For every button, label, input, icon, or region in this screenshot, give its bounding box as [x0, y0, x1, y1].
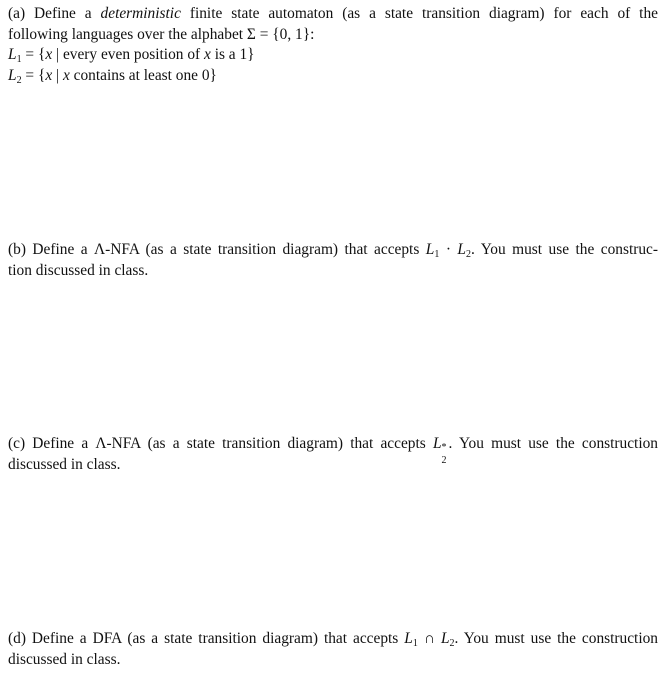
l2-def-end: contains at least one 0}: [69, 66, 217, 84]
concat-operator: ·: [439, 241, 458, 258]
part-c-l2: L: [432, 435, 442, 452]
part-a-intro-rest: finite state automaton (as a state transition diagram) for each of the: [189, 5, 658, 22]
part-d-text: (d) Define a DFA (as a state transition diagram) that accepts: [8, 630, 399, 647]
part-d-l2: L: [440, 630, 450, 647]
l2-symbol: L: [8, 66, 17, 84]
kleene-star: *: [441, 442, 447, 453]
language-l2-definition: [8, 66, 658, 87]
l1-symbol: L: [8, 46, 17, 63]
part-d-text-end: discussed in class.: [8, 650, 121, 668]
part-d-line-1: [8, 629, 658, 650]
l1-var: x: [45, 46, 53, 63]
part-b-l2: L: [457, 241, 466, 258]
part-b-text-end: tion discussed in class.: [8, 261, 149, 279]
l2-var: x: [45, 66, 53, 84]
part-c-l2-sub: 2: [441, 455, 447, 466]
intersection-operator: ∩: [417, 630, 441, 647]
part-b-l2-sub: 2: [465, 249, 471, 260]
part-d-line-2: [8, 650, 658, 671]
part-c-text-end: discussed in class.: [8, 455, 121, 473]
part-b-line-2: [8, 261, 658, 282]
part-a-line-1: [8, 4, 658, 25]
l2-def-mid: |: [52, 66, 63, 84]
part-d-l2-sub: 2: [449, 638, 455, 649]
l1-subscript: 1: [16, 54, 22, 65]
part-d-l1: L: [404, 630, 413, 647]
question-part-d: [8, 629, 658, 670]
part-b-l1-sub: 1: [434, 249, 440, 260]
l2-subscript: 2: [16, 74, 22, 86]
question-part-b: [8, 240, 658, 281]
question-part-c: [8, 434, 658, 475]
part-b-text: (b) Define a Λ-NFA (as a state transition diagram) that accepts: [8, 241, 420, 258]
part-b-line-1: [8, 240, 658, 261]
l1-def-mid: | every even position of: [52, 46, 204, 63]
part-d-text-rest: . You must use the construction: [454, 630, 658, 647]
l2-def-open: = {: [21, 66, 46, 84]
part-c-text-rest: . You must use the construction: [448, 435, 658, 452]
part-c-text: (c) Define a Λ-NFA (as a state transition diagram) that accepts: [8, 435, 426, 452]
part-a-alphabet: Σ = {0, 1}:: [246, 25, 315, 43]
l2-var-2: x: [62, 66, 70, 84]
part-c-line-2: [8, 455, 658, 476]
part-a-intro: (a) Define a: [8, 5, 92, 22]
part-a-emphasis: deterministic: [100, 5, 181, 22]
l1-def-end: is a 1}: [210, 46, 255, 63]
l1-def-open: = {: [21, 46, 46, 63]
l1-var-2: x: [204, 46, 211, 63]
part-b-text-rest: . You must use the construc-: [470, 241, 658, 258]
part-a-line-2: [8, 25, 658, 46]
part-b-l1: L: [425, 241, 435, 258]
question-part-a: [8, 4, 658, 86]
part-d-l1-sub: 1: [412, 638, 418, 649]
part-a-alphabet-intro: following languages over the alphabet: [8, 25, 244, 43]
language-l1-definition: [8, 45, 658, 66]
